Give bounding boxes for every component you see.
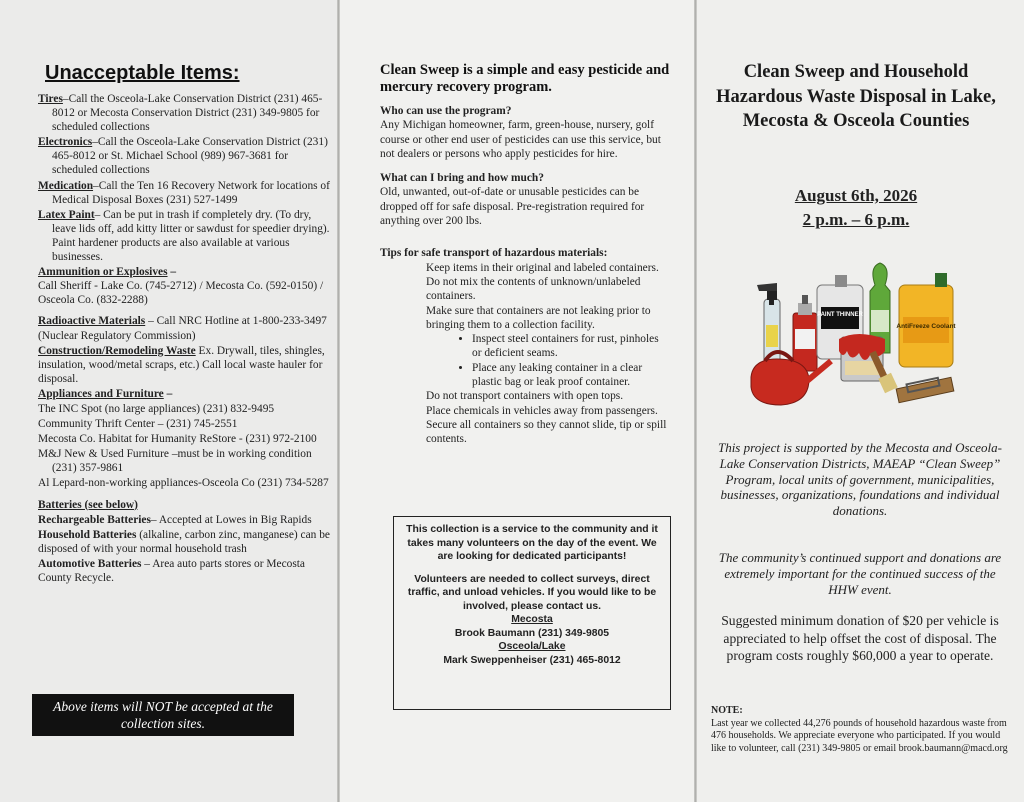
latex-paint-item bbox=[38, 208, 330, 264]
hazardous-products-illustration bbox=[747, 255, 967, 415]
volunteer-box bbox=[393, 516, 671, 710]
appliance-line: Community Thrift Center – (231) 745-2551 bbox=[38, 418, 238, 431]
program-title: Clean Sweep is a simple and easy pesticide and mercury recovery program. bbox=[380, 62, 670, 95]
medication-label: Medication bbox=[38, 179, 94, 192]
note-section bbox=[711, 705, 1011, 755]
household-batteries-item bbox=[38, 528, 330, 556]
answer-what: Old, unwanted, out-of-date or unusable pesticides can be dropped off for safe disposal. Pre-registration required for anything over 200 lbs. bbox=[380, 186, 645, 228]
tip-item: Make sure that containers are not leaking prior to bringing them to a collection facility. bbox=[426, 304, 651, 331]
antifreeze-label: AntiFreeze Coolant bbox=[896, 323, 956, 330]
tip-bullets bbox=[426, 332, 670, 389]
tips-list bbox=[380, 261, 670, 447]
tip-item: Keep items in their original and labeled containers. bbox=[426, 261, 659, 274]
rechargeable-text: – Accepted at Lowes in Big Rapids bbox=[150, 513, 312, 526]
donation-statement: Suggested minimum donation of $20 per vehicle is appreciated to help offset the cost of disposal. The program costs roughly $60,000 a year to operate. bbox=[721, 613, 999, 664]
appliances-item bbox=[38, 387, 330, 401]
rechargeable-item bbox=[38, 513, 330, 527]
electronics-label: Electronics bbox=[38, 136, 93, 149]
unacceptable-items-list bbox=[38, 92, 330, 586]
event-datetime bbox=[711, 184, 1001, 232]
automotive-batteries-label: Automotive Batteries bbox=[38, 557, 142, 570]
event-title: Clean Sweep and Household Hazardous Waste Disposal in Lake, Mecosta & Osceola Counties bbox=[716, 62, 996, 131]
tires-text: –Call the Osceola-Lake Conservation District (231) 465-8012 or Mecosta Conservation District (231) 349-9805 for scheduled collections bbox=[52, 93, 323, 134]
volunteer-request: Volunteers are needed to collect surveys, direct traffic, and unload vehicles. If you would like to be involved, please contact us. bbox=[407, 573, 657, 612]
not-accepted-notice: Above items will NOT be accepted at the collection sites. bbox=[32, 694, 294, 736]
radioactive-text: – Call NRC Hotline at 1-800-233-3497 (Nuclear Regulatory Commission) bbox=[38, 315, 327, 342]
tires-item bbox=[38, 92, 330, 134]
radioactive-label: Radioactive Materials bbox=[38, 315, 146, 328]
community-statement: The community’s continued support and donations are extremely important for the continued success of the HHW event. bbox=[718, 550, 1002, 597]
construction-text: Ex. Drywall, tiles, shingles, insulation, wood/metal scraps, etc.) Call local waste hauler for disposal. bbox=[38, 344, 325, 385]
medication-text: –Call the Ten 16 Recovery Network for locations of Medical Disposal Boxes (231) 527-1499 bbox=[52, 179, 330, 206]
rat-trap-icon bbox=[896, 377, 954, 402]
household-batteries-text: (alkaline, carbon zinc, manganese) can be disposed of with your normal household trash bbox=[38, 528, 330, 555]
construction-label: Construction/Remodeling Waste bbox=[38, 344, 196, 357]
electronics-item bbox=[38, 135, 330, 177]
watering-can-icon bbox=[751, 352, 831, 405]
answer-who: Any Michigan homeowner, farm, green-house, nursery, golf course or other end user of pesticides can use this service, but not dealers or persons who apply pesticides for hire. bbox=[380, 119, 661, 160]
appliance-line: Al Lepard-non-working appliances-Osceola Co (231) 734-5287 bbox=[38, 477, 329, 490]
tip-bullet: • Place any leaking container in a clear plastic bag or leak proof container. bbox=[472, 361, 670, 390]
unacceptable-items-heading: Unacceptable Items: bbox=[45, 62, 240, 84]
household-batteries-label: Household Batteries bbox=[38, 528, 137, 541]
latex-paint-text: – Can be put in trash if completely dry. (To dry, leave lids off, add kitty litter or sawdust for speedier drying). Paint hardener products are also available at various businesses. bbox=[52, 208, 330, 264]
automotive-batteries-text: – Area auto parts stores or Mecosta County Recycle. bbox=[38, 557, 305, 584]
question-who: Who can use the program? bbox=[380, 105, 512, 117]
construction-item bbox=[38, 344, 330, 386]
ammunition-dash: – bbox=[167, 266, 177, 279]
event-date: August 6th, 2026 bbox=[794, 186, 918, 205]
paint-thinner-label: PAINT THINNER bbox=[817, 312, 863, 318]
tip-item: Place chemicals in vehicles away from passengers. bbox=[426, 404, 658, 417]
tip-bullet: • Inspect steel containers for rust, pinholes or deficient seams. bbox=[472, 332, 670, 361]
middle-panel bbox=[340, 0, 695, 802]
appliances-dash: – bbox=[163, 387, 173, 400]
left-panel bbox=[0, 0, 338, 802]
medication-item bbox=[38, 179, 330, 207]
tires-label: Tires bbox=[38, 93, 63, 105]
mecosta-label: Mecosta bbox=[511, 614, 553, 625]
electronics-text: –Call the Osceola-Lake Conservation District (231) 465-8012 or St. Michael School (989) 967-3681 for scheduled collections bbox=[52, 136, 328, 177]
tip-item: Secure all containers so they cannot slide, tip or spill contents. bbox=[426, 418, 667, 446]
antifreeze-icon bbox=[896, 273, 956, 367]
tips-heading: Tips for safe transport of hazardous materials: bbox=[380, 247, 608, 260]
right-panel bbox=[697, 0, 1024, 802]
ammunition-text: Call Sheriff - Lake Co. (745-2712) / Mecosta Co. (592-0150) / Osceola Co. (832-2288) bbox=[38, 280, 324, 307]
appliances-label: Appliances and Furniture bbox=[38, 387, 164, 400]
osceola-contact: Mark Sweppenheiser (231) 465-8012 bbox=[443, 654, 621, 666]
radioactive-item bbox=[38, 314, 330, 342]
note-heading: NOTE: bbox=[711, 705, 743, 716]
question-what: What can I bring and how much? bbox=[380, 172, 544, 185]
tip-item: Do not mix the contents of unknown/unlabeled containers. bbox=[426, 275, 641, 303]
tip-item: Do not transport containers with open tops. bbox=[426, 390, 624, 403]
red-can-icon bbox=[793, 295, 817, 371]
ammunition-item bbox=[38, 265, 330, 307]
note-text: Last year we collected 44,276 pounds of household hazardous waste from 476 households. We appreciate everyone who participated. If you would like to volunteer, call (231) 349-9805 or email brook.baumann@macd.org bbox=[711, 717, 1008, 754]
support-statement: This project is supported by the Mecosta and Osceola-Lake Conservation Districts, MAEAP “Clean Sweep” Program, local units of government, municipalities, businesses, organizations, foundations and individual donations. bbox=[717, 440, 1003, 519]
batteries-label: Batteries (see below) bbox=[38, 498, 138, 511]
program-info bbox=[380, 62, 670, 447]
volunteer-intro: This collection is a service to the community and it takes many volunteers on the day of the event. We are looking for dedicated participants! bbox=[406, 524, 658, 562]
appliance-line: M&J New & Used Furniture –must be in working condition (231) 357-9861 bbox=[38, 448, 312, 475]
mecosta-contact: Brook Baumann (231) 349-9805 bbox=[454, 627, 610, 639]
batteries-heading bbox=[38, 498, 330, 512]
ammunition-label: Ammunition or Explosives bbox=[38, 266, 168, 279]
rechargeable-label: Rechargeable Batteries bbox=[38, 513, 151, 526]
appliance-line: The INC Spot (no large appliances) (231) 832-9495 bbox=[38, 402, 275, 415]
latex-paint-label: Latex Paint bbox=[38, 208, 95, 221]
osceola-label: Osceola/Lake bbox=[498, 641, 566, 652]
automotive-batteries-item bbox=[38, 557, 330, 585]
appliance-line: Mecosta Co. Habitat for Humanity ReStore - (231) 972-2100 bbox=[38, 433, 317, 446]
event-time: 2 p.m. – 6 p.m. bbox=[802, 210, 910, 229]
